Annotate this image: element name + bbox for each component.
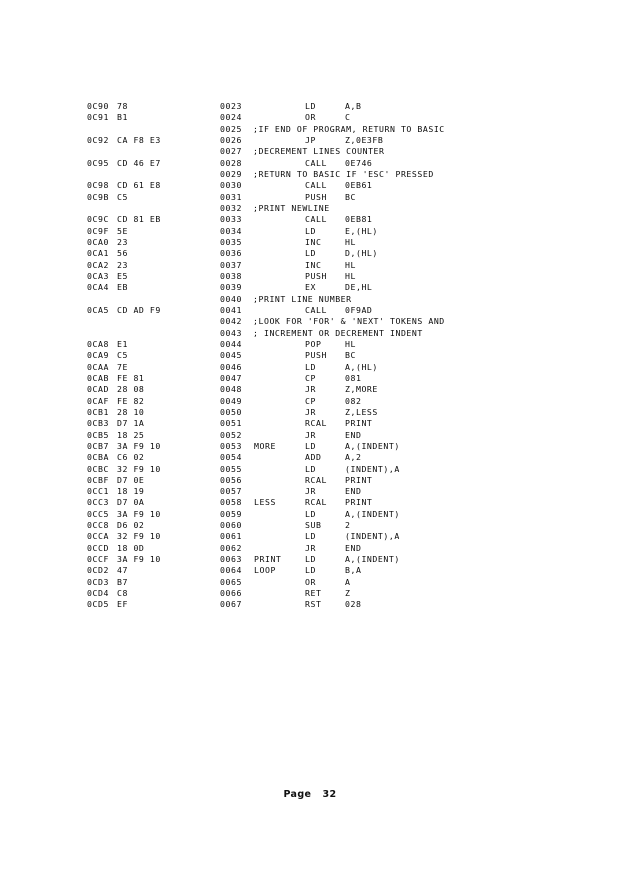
listing-operand: Z,MORE (345, 384, 378, 395)
listing-address: 0CA9 (87, 350, 109, 361)
listing-mnemonic: POP (305, 338, 322, 349)
listing-line-number: 0059 (220, 508, 242, 519)
listing-line-number: 0047 (220, 372, 242, 383)
listing-comment: ;IF END OF PROGRAM, RETURN TO BASIC (253, 123, 445, 134)
listing-row (0, 248, 620, 259)
listing-mnemonic: CALL (305, 214, 327, 225)
listing-line-number: 0058 (220, 497, 242, 508)
listing-label: MORE (254, 440, 276, 451)
listing-bytes: EF (117, 599, 128, 610)
listing-address: 0CB1 (87, 406, 109, 417)
listing-address: 0CB5 (87, 429, 109, 440)
listing-line-number: 0030 (220, 180, 242, 191)
listing-operand: HL (345, 236, 356, 247)
listing-bytes: 32 F9 10 (117, 531, 161, 542)
listing-address: 0CCA (87, 531, 109, 542)
listing-row (0, 135, 620, 146)
listing-line-number: 0028 (220, 157, 242, 168)
listing-label: LESS (254, 497, 276, 508)
listing-line-number: 0029 (220, 168, 242, 179)
listing-row (0, 350, 620, 361)
listing-bytes: C8 (117, 588, 128, 599)
listing-mnemonic: INC (305, 236, 322, 247)
listing-line-number: 0050 (220, 406, 242, 417)
listing-comment: ;PRINT LINE NUMBER (253, 293, 352, 304)
listing-mnemonic: LD (305, 554, 316, 565)
listing-row (0, 214, 620, 225)
listing-operand: A,2 (345, 452, 362, 463)
listing-line-number: 0057 (220, 486, 242, 497)
listing-address: 0CA8 (87, 338, 109, 349)
listing-operand: D,(HL) (345, 248, 378, 259)
listing-address: 0C9B (87, 191, 109, 202)
listing-operand: PRINT (345, 418, 373, 429)
listing-line-number: 0036 (220, 248, 242, 259)
listing-address: 0CBC (87, 463, 109, 474)
listing-bytes: EB (117, 282, 128, 293)
listing-line-number: 0063 (220, 554, 242, 565)
listing-row (0, 124, 620, 135)
listing-bytes: FE 81 (117, 372, 145, 383)
listing-line-number: 0038 (220, 270, 242, 281)
listing-address: 0CD4 (87, 588, 109, 599)
listing-address: 0CA1 (87, 248, 109, 259)
listing-address: 0CB7 (87, 440, 109, 451)
listing-address: 0CD5 (87, 599, 109, 610)
listing-operand: A,(INDENT) (345, 440, 400, 451)
listing-row (0, 112, 620, 123)
listing-row (0, 430, 620, 441)
listing-address: 0CCD (87, 542, 109, 553)
listing-comment: ;DECREMENT LINES COUNTER (253, 146, 385, 157)
listing-address: 0CA2 (87, 259, 109, 270)
listing-address: 0CA0 (87, 236, 109, 247)
listing-operand: PRINT (345, 497, 373, 508)
listing-comment: ;LOOK FOR 'FOR' & 'NEXT' TOKENS AND (253, 316, 445, 327)
listing-operand: DE,HL (345, 282, 373, 293)
listing-mnemonic: PUSH (305, 350, 327, 361)
listing-operand: A,(INDENT) (345, 508, 400, 519)
listing-line-number: 0043 (220, 327, 242, 338)
listing-address: 0CB3 (87, 418, 109, 429)
listing-line-number: 0067 (220, 599, 242, 610)
listing-line-number: 0039 (220, 282, 242, 293)
listing-mnemonic: RCAL (305, 497, 327, 508)
listing-row (0, 158, 620, 169)
listing-row (0, 101, 620, 112)
listing-line-number: 0051 (220, 418, 242, 429)
listing-address: 0CD3 (87, 576, 109, 587)
listing-mnemonic: RET (305, 588, 322, 599)
listing-address: 0CCF (87, 554, 109, 565)
listing-mnemonic: LD (305, 225, 316, 236)
listing-bytes: 5E (117, 225, 128, 236)
listing-operand: 0E746 (345, 157, 373, 168)
listing-address: 0CAF (87, 395, 109, 406)
listing-line-number: 0033 (220, 214, 242, 225)
listing-mnemonic: EX (305, 282, 316, 293)
listing-mnemonic: CP (305, 372, 316, 383)
listing-operand: END (345, 429, 362, 440)
listing-operand: END (345, 542, 362, 553)
listing-mnemonic: RCAL (305, 474, 327, 485)
listing-mnemonic: JR (305, 542, 316, 553)
listing-row (0, 192, 620, 203)
listing-mnemonic: CALL (305, 180, 327, 191)
listing-address: 0CBA (87, 452, 109, 463)
listing-bytes: 28 10 (117, 406, 145, 417)
listing-mnemonic: CALL (305, 304, 327, 315)
assembly-listing (0, 101, 620, 611)
listing-address: 0CD2 (87, 565, 109, 576)
listing-mnemonic: OR (305, 112, 316, 123)
listing-line-number: 0056 (220, 474, 242, 485)
listing-line-number: 0066 (220, 588, 242, 599)
listing-bytes: E5 (117, 270, 128, 281)
listing-mnemonic: ADD (305, 452, 322, 463)
listing-bytes: 3A F9 10 (117, 508, 161, 519)
listing-row (0, 588, 620, 599)
listing-bytes: C6 02 (117, 452, 145, 463)
listing-operand: A (345, 576, 351, 587)
listing-line-number: 0045 (220, 350, 242, 361)
listing-line-number: 0054 (220, 452, 242, 463)
listing-line-number: 0041 (220, 304, 242, 315)
listing-row (0, 565, 620, 576)
listing-row (0, 180, 620, 191)
listing-line-number: 0053 (220, 440, 242, 451)
listing-row (0, 554, 620, 565)
listing-line-number: 0025 (220, 123, 242, 134)
listing-bytes: 18 19 (117, 486, 145, 497)
listing-row (0, 384, 620, 395)
listing-line-number: 0040 (220, 293, 242, 304)
listing-row (0, 373, 620, 384)
listing-mnemonic: LD (305, 440, 316, 451)
listing-bytes: FE 82 (117, 395, 145, 406)
listing-address: 0CC5 (87, 508, 109, 519)
listing-bytes: 3A F9 10 (117, 440, 161, 451)
listing-line-number: 0062 (220, 542, 242, 553)
listing-line-number: 0046 (220, 361, 242, 372)
listing-bytes: CD 81 EB (117, 214, 161, 225)
listing-row (0, 271, 620, 282)
listing-bytes: CD 46 E7 (117, 157, 161, 168)
listing-address: 0CC8 (87, 520, 109, 531)
listing-address: 0C95 (87, 157, 109, 168)
listing-mnemonic: JR (305, 429, 316, 440)
listing-line-number: 0037 (220, 259, 242, 270)
listing-line-number: 0027 (220, 146, 242, 157)
listing-address: 0CAA (87, 361, 109, 372)
listing-line-number: 0031 (220, 191, 242, 202)
listing-operand: 081 (345, 372, 362, 383)
listing-mnemonic: LD (305, 508, 316, 519)
listing-row (0, 509, 620, 520)
listing-line-number: 0044 (220, 338, 242, 349)
listing-address: 0C90 (87, 101, 109, 111)
listing-operand: C (345, 112, 351, 123)
listing-mnemonic: JP (305, 134, 316, 145)
listing-comment: ; INCREMENT OR DECREMENT INDENT (253, 327, 423, 338)
listing-line-number: 0052 (220, 429, 242, 440)
listing-line-number: 0023 (220, 101, 242, 111)
listing-operand: HL (345, 259, 356, 270)
listing-mnemonic: LD (305, 463, 316, 474)
listing-row (0, 452, 620, 463)
listing-operand: Z (345, 588, 351, 599)
listing-bytes: E1 (117, 338, 128, 349)
listing-operand: BC (345, 191, 356, 202)
listing-bytes: D6 02 (117, 520, 145, 531)
listing-bytes: CA F8 E3 (117, 134, 161, 145)
listing-comment: ;PRINT NEWLINE (253, 202, 330, 213)
listing-mnemonic: CP (305, 395, 316, 406)
listing-address: 0CAD (87, 384, 109, 395)
listing-bytes: D7 0A (117, 497, 145, 508)
listing-row (0, 305, 620, 316)
listing-mnemonic: CALL (305, 157, 327, 168)
listing-address: 0CC1 (87, 486, 109, 497)
listing-operand: 0EB81 (345, 214, 373, 225)
listing-line-number: 0065 (220, 576, 242, 587)
listing-bytes: 23 (117, 259, 128, 270)
listing-operand: Z,0E3FB (345, 134, 384, 145)
listing-bytes: 18 0D (117, 542, 145, 553)
listing-operand: (INDENT),A (345, 531, 400, 542)
listing-mnemonic: PUSH (305, 270, 327, 281)
listing-mnemonic: JR (305, 384, 316, 395)
listing-mnemonic: INC (305, 259, 322, 270)
listing-row (0, 396, 620, 407)
listing-operand: PRINT (345, 474, 373, 485)
listing-mnemonic: SUB (305, 520, 322, 531)
listing-row (0, 169, 620, 180)
listing-bytes: 3A F9 10 (117, 554, 161, 565)
listing-address: 0C9C (87, 214, 109, 225)
listing-row (0, 577, 620, 588)
listing-address: 0CBF (87, 474, 109, 485)
listing-bytes: CD AD F9 (117, 304, 161, 315)
listing-operand: Z,LESS (345, 406, 378, 417)
listing-line-number: 0032 (220, 202, 242, 213)
listing-row (0, 441, 620, 452)
listing-bytes: D7 0E (117, 474, 145, 485)
listing-row (0, 282, 620, 293)
listing-row (0, 486, 620, 497)
listing-operand: E,(HL) (345, 225, 378, 236)
listing-address: 0CA4 (87, 282, 109, 293)
listing-row (0, 294, 620, 305)
listing-row (0, 543, 620, 554)
listing-operand: 0F9AD (345, 304, 373, 315)
listing-bytes: C5 (117, 350, 128, 361)
listing-operand: 2 (345, 520, 351, 531)
listing-bytes: 47 (117, 565, 128, 576)
listing-row (0, 475, 620, 486)
listing-bytes: 56 (117, 248, 128, 259)
listing-row (0, 226, 620, 237)
listing-bytes: 28 08 (117, 384, 145, 395)
listing-row (0, 599, 620, 610)
listing-operand: A,B (345, 101, 362, 111)
listing-label: PRINT (254, 554, 282, 565)
listing-line-number: 0024 (220, 112, 242, 123)
listing-operand: A,(HL) (345, 361, 378, 372)
listing-bytes: B1 (117, 112, 128, 123)
listing-bytes: C5 (117, 191, 128, 202)
listing-line-number: 0055 (220, 463, 242, 474)
listing-operand: (INDENT),A (345, 463, 400, 474)
listing-address: 0CA3 (87, 270, 109, 281)
listing-line-number: 0026 (220, 134, 242, 145)
listing-operand: 028 (345, 599, 362, 610)
listing-mnemonic: OR (305, 576, 316, 587)
listing-line-number: 0034 (220, 225, 242, 236)
listing-bytes: 78 (117, 101, 128, 111)
listing-row (0, 520, 620, 531)
listing-bytes: 18 25 (117, 429, 145, 440)
listing-row (0, 531, 620, 542)
listing-operand: B,A (345, 565, 362, 576)
listing-operand: BC (345, 350, 356, 361)
listing-bytes: 7E (117, 361, 128, 372)
listing-row (0, 418, 620, 429)
listing-mnemonic: JR (305, 406, 316, 417)
listing-mnemonic: RST (305, 599, 322, 610)
listing-bytes: D7 1A (117, 418, 145, 429)
listing-row (0, 362, 620, 373)
listing-address: 0C91 (87, 112, 109, 123)
listing-mnemonic: LD (305, 531, 316, 542)
listing-address: 0C9F (87, 225, 109, 236)
listing-line-number: 0035 (220, 236, 242, 247)
listing-line-number: 0042 (220, 316, 242, 327)
listing-bytes: CD 61 E8 (117, 180, 161, 191)
listing-row (0, 237, 620, 248)
listing-operand: A,(INDENT) (345, 554, 400, 565)
listing-address: 0C92 (87, 134, 109, 145)
listing-row (0, 328, 620, 339)
listing-row (0, 497, 620, 508)
listing-address: 0CA5 (87, 304, 109, 315)
listing-address: 0CC3 (87, 497, 109, 508)
listing-operand: END (345, 486, 362, 497)
listing-line-number: 0064 (220, 565, 242, 576)
listing-line-number: 0061 (220, 531, 242, 542)
listing-mnemonic: LD (305, 248, 316, 259)
listing-mnemonic: LD (305, 101, 316, 111)
listing-operand: HL (345, 270, 356, 281)
listing-line-number: 0048 (220, 384, 242, 395)
listing-row (0, 339, 620, 350)
listing-mnemonic: JR (305, 486, 316, 497)
listing-operand: 082 (345, 395, 362, 406)
listing-row (0, 146, 620, 157)
listing-bytes: 23 (117, 236, 128, 247)
listing-row (0, 203, 620, 214)
listing-comment: ;RETURN TO BASIC IF 'ESC' PRESSED (253, 168, 434, 179)
listing-mnemonic: RCAL (305, 418, 327, 429)
listing-row (0, 407, 620, 418)
listing-line-number: 0049 (220, 395, 242, 406)
listing-operand: HL (345, 338, 356, 349)
listing-row (0, 260, 620, 271)
listing-row (0, 464, 620, 475)
listing-operand: 0EB61 (345, 180, 373, 191)
listing-address: 0CAB (87, 372, 109, 383)
page-footer: Page 32 (283, 789, 337, 800)
listing-bytes: B7 (117, 576, 128, 587)
listing-line-number: 0060 (220, 520, 242, 531)
listing-mnemonic: LD (305, 565, 316, 576)
listing-row (0, 316, 620, 327)
listing-bytes: 32 F9 10 (117, 463, 161, 474)
listing-address: 0C98 (87, 180, 109, 191)
listing-label: LOOP (254, 565, 276, 576)
listing-mnemonic: LD (305, 361, 316, 372)
listing-mnemonic: PUSH (305, 191, 327, 202)
